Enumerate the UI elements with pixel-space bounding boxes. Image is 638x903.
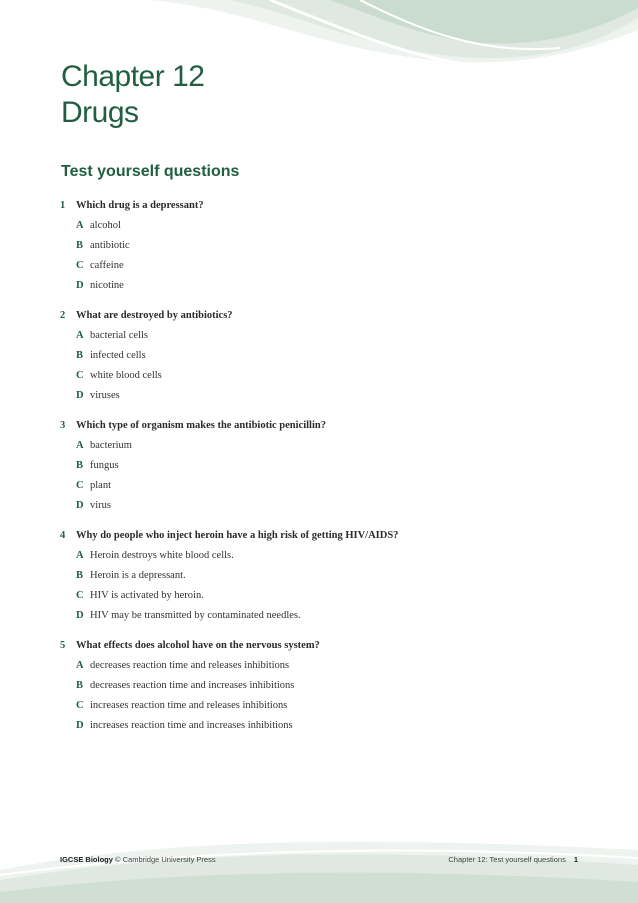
option-text: plant [90,480,111,491]
option-letter: C [76,700,84,711]
question-text: Which drug is a depressant? [76,200,204,211]
option-letter: B [76,460,84,471]
option-text: HIV may be transmitted by contaminated needles. [90,610,301,621]
footer-credit [60,855,216,864]
option-letter: C [76,590,84,601]
page-footer [60,855,578,869]
question-text: What are destroyed by antibiotics? [76,310,233,321]
option-text: decreases reaction time and releases inhibitions [90,660,290,671]
option-text: increases reaction time and releases inhibitions [90,700,288,711]
option-text: decreases reaction time and increases inhibitions [90,680,295,691]
option-text: nicotine [90,280,124,291]
option-letter: A [76,220,84,231]
option-text: alcohol [90,220,121,231]
section-title: Test yourself questions [61,163,240,180]
option-text: increases reaction time and increases inhibitions [90,720,293,731]
option-d [60,716,600,736]
option-text: virus [90,500,111,511]
option-letter: C [76,480,84,491]
option-letter: B [76,350,84,361]
option-letter: A [76,660,84,671]
chapter-title: Drugs [61,96,139,129]
option-letter: D [76,610,84,621]
footer-publisher: © Cambridge University Press [115,855,216,864]
option-b [60,676,600,696]
question-number: 4 [60,530,66,541]
page-number: 1 [573,855,578,864]
question-text: Which type of organism makes the antibiotic penicillin? [76,420,326,431]
option-text: Heroin destroys white blood cells. [90,550,234,561]
option-a [60,326,600,346]
option-b [60,566,600,586]
option-letter: A [76,440,84,451]
question-1 [60,196,600,296]
option-letter: B [76,570,84,581]
question-number: 2 [60,310,66,321]
chapter-number: Chapter 12 [61,60,205,93]
question-2 [60,306,600,406]
option-a [60,436,600,456]
option-text: white blood cells [90,370,162,381]
option-letter: D [76,720,84,731]
footer-book-title: IGCSE Biology [60,855,113,864]
chapter-heading [61,59,204,131]
option-text: viruses [90,390,120,401]
option-b [60,456,600,476]
option-letter: A [76,330,84,341]
option-d [60,386,600,406]
option-d [60,606,600,626]
option-c [60,256,600,276]
option-c [60,696,600,716]
option-a [60,216,600,236]
option-text: HIV is activated by heroin. [90,590,204,601]
option-text: caffeine [90,260,124,271]
option-letter: C [76,370,84,381]
option-text: bacterium [90,440,132,451]
option-text: bacterial cells [90,330,149,341]
option-c [60,586,600,606]
question-list [60,196,600,746]
option-text: Heroin is a depressant. [90,570,186,581]
option-letter: D [76,280,84,291]
option-c [60,366,600,386]
question-number: 1 [60,200,66,211]
question-4 [60,526,600,626]
option-letter: B [76,240,84,251]
option-b [60,346,600,366]
option-letter: B [76,680,84,691]
option-a [60,656,600,676]
option-b [60,236,600,256]
option-letter: A [76,550,84,561]
option-letter: D [76,390,84,401]
option-text: fungus [90,460,119,471]
option-d [60,276,600,296]
option-letter: C [76,260,84,271]
question-3 [60,416,600,516]
option-c [60,476,600,496]
question-number: 5 [60,640,66,651]
footer-chapter-label: Chapter 12: Test yourself questions [448,855,566,864]
option-letter: D [76,500,84,511]
footer-chapter-ref [448,855,578,864]
option-text: infected cells [90,350,146,361]
question-text: Why do people who inject heroin have a high risk of getting HIV/AIDS? [76,530,399,541]
question-5 [60,636,600,736]
option-a [60,546,600,566]
question-number: 3 [60,420,66,431]
option-text: antibiotic [90,240,130,251]
option-d [60,496,600,516]
question-text: What effects does alcohol have on the nervous system? [76,640,320,651]
